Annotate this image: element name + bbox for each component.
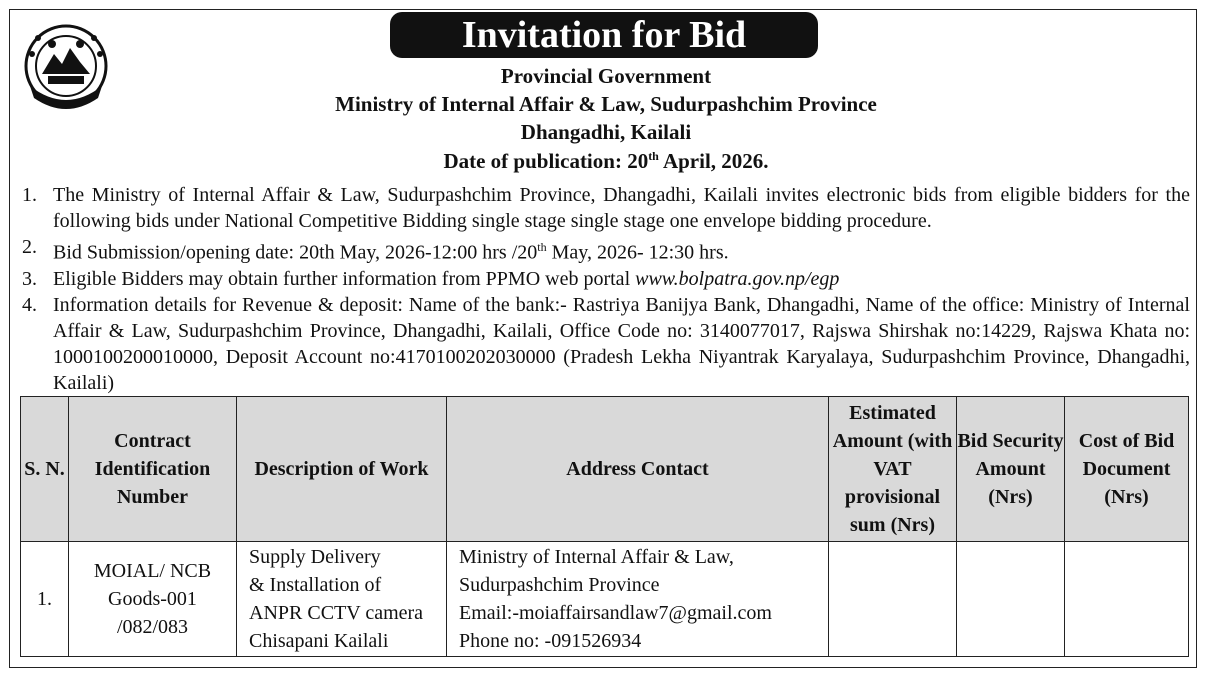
portal-text: Eligible Bidders may obtain further information from PPMO web portal bbox=[53, 267, 636, 290]
publication-date-suffix: th bbox=[648, 149, 659, 163]
item-number: 1. bbox=[22, 184, 37, 206]
table-row bbox=[21, 542, 1189, 657]
description-line: ANPR CCTV camera bbox=[249, 602, 424, 624]
item-text bbox=[53, 234, 1190, 266]
header-bid-document-cost: Cost of Bid Document (Nrs) bbox=[1065, 397, 1189, 542]
cell-estimated-amount bbox=[829, 542, 957, 657]
item-text: Information details for Revenue & deposit: Name of the bank:- Rastriya Banijya Bank, Dhangadhi, Name of the office: Ministry of Internal Affair & Law, Sudurpashchim Province, Dhangadhi, Kailali, Office Code no: 3140077017, Rajswa Shirshak no:14229, Rajswa Khata no: 1000100200010000, Deposit Account no:4170100202030000 (Pradesh Lekha Niyantrak Karyalaya, Sudurpashchim Province, Dhangadhi, Kailali) bbox=[53, 293, 1190, 394]
header-description: Description of Work bbox=[237, 397, 447, 542]
item-number: 4. bbox=[22, 293, 37, 316]
cell-address bbox=[447, 542, 829, 657]
header-line-location: Dhangadhi, Kailali bbox=[520, 120, 692, 144]
email-link[interactable]: Email:-moiaffairsandlaw7@gmail.com bbox=[459, 602, 772, 624]
header-contract-id: Contract Identification Number bbox=[69, 397, 237, 542]
list-item bbox=[22, 266, 1190, 292]
item-text bbox=[53, 266, 1190, 292]
contract-line: Goods-001 bbox=[108, 588, 197, 610]
publication-date bbox=[0, 149, 1212, 174]
contract-line: /082/083 bbox=[116, 616, 189, 638]
publication-date-label: Date of publication: bbox=[443, 149, 628, 173]
cell-description bbox=[237, 542, 447, 657]
submission-date-rest: May, 2026- 12:30 hrs. bbox=[546, 241, 729, 264]
publication-date-rest: April, 2026. bbox=[658, 149, 769, 173]
submission-date-suffix: th bbox=[537, 240, 547, 254]
address-line: Sudurpashchim Province bbox=[459, 574, 660, 596]
cell-sn: 1. bbox=[21, 542, 69, 657]
cell-contract-id bbox=[69, 542, 237, 657]
phone-line: Phone no: -091526934 bbox=[459, 630, 642, 652]
header-sn: S. N. bbox=[21, 397, 69, 542]
description-line: Supply Delivery bbox=[249, 546, 381, 568]
submission-date-text: Bid Submission/opening date: 20th May, 2026-12:00 hrs /20 bbox=[53, 241, 538, 264]
cell-bid-document-cost bbox=[1065, 542, 1189, 657]
address-line: Ministry of Internal Affair & Law, bbox=[459, 546, 734, 568]
description-line: & Installation of bbox=[249, 574, 382, 596]
publication-date-day: 20 bbox=[627, 149, 649, 173]
list-item bbox=[22, 234, 1190, 266]
item-number: 3. bbox=[22, 267, 37, 290]
header-line-ministry: Ministry of Internal Affair & Law, Sudurpashchim Province bbox=[335, 92, 877, 116]
description-line: Chisapani Kailali bbox=[249, 630, 389, 652]
list-item bbox=[22, 182, 1190, 234]
item-text: The Ministry of Internal Affair & Law, Sudurpashchim Province, Dhangadhi, Kailali invites electronic bids from eligible bidders for the following bids under National Competitive Bidding single stage single stage one envelope bidding procedure. bbox=[53, 184, 1190, 232]
header-line-government: Provincial Government bbox=[500, 64, 712, 88]
list-item bbox=[22, 292, 1190, 396]
cell-bid-security bbox=[957, 542, 1065, 657]
table-header-row bbox=[21, 397, 1189, 542]
bid-table bbox=[20, 396, 1189, 657]
header-bid-security: Bid Security Amount (Nrs) bbox=[957, 397, 1065, 542]
contract-line: MOIAL/ NCB bbox=[93, 560, 212, 582]
item-number: 2. bbox=[22, 236, 37, 258]
header-estimated-amount: Estimated Amount (with VAT provisional sum (Nrs) bbox=[829, 397, 957, 542]
header-address: Address Contact bbox=[447, 397, 829, 542]
portal-link[interactable]: www.bolpatra.gov.np/egp bbox=[635, 267, 840, 290]
notice-title: Invitation for Bid bbox=[390, 12, 818, 58]
notice-items bbox=[22, 182, 1190, 396]
